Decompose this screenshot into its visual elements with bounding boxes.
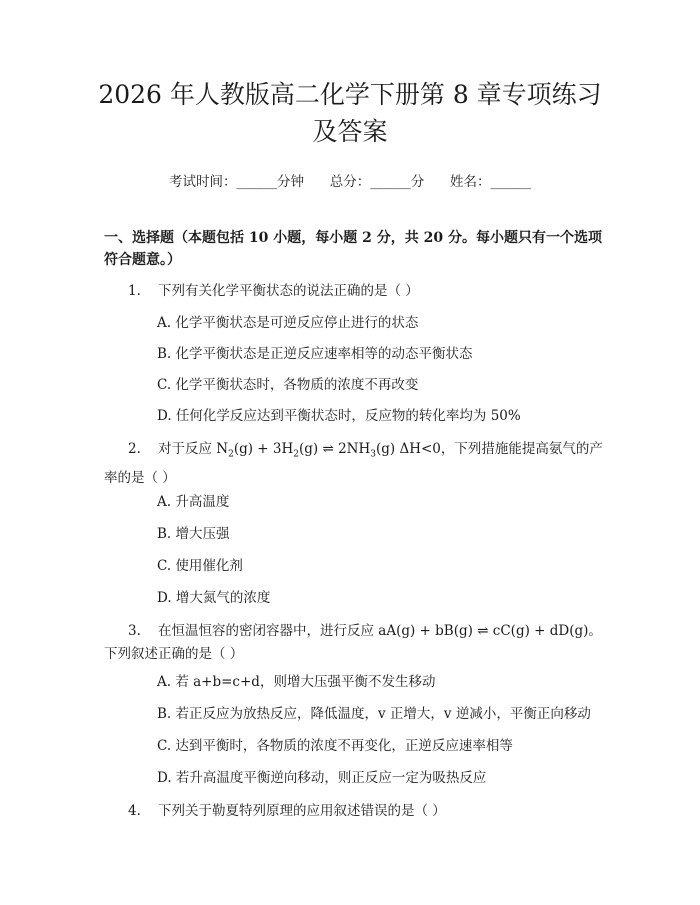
question-2 — [104, 438, 604, 490]
question-1 — [104, 280, 604, 303]
question-stem: 下列有关化学平衡状态的说法正确的是（ ） — [158, 283, 419, 299]
question-number: 1. — [128, 283, 141, 299]
option-2a: A. 升高温度 — [157, 494, 230, 510]
option-1a: A. 化学平衡状态是可逆反应停止进行的状态 — [157, 315, 419, 331]
option-3a: A. 若 a+b=c+d，则增大压强平衡不发生移动 — [157, 674, 436, 690]
question-stem-part: (g) ⇌ 2NH — [299, 441, 371, 457]
question-stem-part: (g) + 3H — [233, 441, 294, 457]
option-2d: D. 增大氮气的浓度 — [157, 590, 271, 606]
option-3c: C. 达到平衡时，各物质的浓度不再变化，正逆反应速率相等 — [157, 738, 513, 754]
section-heading: 一、选择题（本题包括 10 小题，每小题 2 分，共 20 分。每小题只有一个选项符合题意。） — [104, 230, 602, 268]
score-blank: ______ — [370, 174, 411, 190]
title-line-1: 2026 年人教版高二化学下册第 8 章专项练习 — [98, 80, 602, 109]
question-stem: 下列关于勒夏特列原理的应用叙述错误的是（ ） — [158, 803, 446, 819]
option-1c: C. 化学平衡状态时，各物质的浓度不再改变 — [157, 377, 419, 393]
time-blank: ______ — [236, 174, 277, 190]
score-label: 总分： — [329, 174, 371, 190]
question-stem-part: 对于反应 N — [158, 441, 229, 457]
question-stem: 在恒温恒容的密闭容器中，进行反应 aA(g) + bB(g) ⇌ cC(g) + dD(g)。下列叙述正确的是（ ） — [104, 623, 602, 662]
option-1d: D. 任何化学反应达到平衡状态时，反应物的转化率均为 50% — [157, 408, 521, 424]
option-3b: B. 若正反应为放热反应，降低温度，v 正增大，v 逆减小，平衡正向移动 — [157, 706, 591, 722]
question-4 — [104, 800, 604, 823]
question-number: 4. — [128, 803, 141, 819]
subscript: 2 — [228, 449, 234, 460]
option-1b: B. 化学平衡状态是正逆反应速率相等的动态平衡状态 — [157, 346, 473, 362]
option-2b: B. 增大压强 — [157, 526, 230, 542]
exam-meta — [0, 170, 700, 190]
name-blank: ______ — [490, 174, 531, 190]
question-number: 3. — [128, 623, 141, 639]
option-2c: C. 使用催化剂 — [157, 558, 243, 574]
title-line-2: 及答案 — [312, 117, 388, 146]
option-3d: D. 若升高温度平衡逆向移动，则正反应一定为吸热反应 — [157, 770, 487, 786]
question-3 — [104, 620, 604, 666]
page-title — [60, 76, 640, 150]
name-label: 姓名： — [450, 174, 491, 190]
time-unit: 分钟 — [277, 174, 304, 190]
score-unit: 分 — [410, 174, 425, 190]
subscript: 2 — [293, 449, 300, 460]
question-number: 2. — [128, 441, 141, 457]
time-label: 考试时间： — [169, 174, 237, 190]
question-stem-part: (g) ΔH<0，下列措施能提高氨气的产率的是（ ） — [104, 441, 603, 486]
subscript: 3 — [370, 449, 376, 460]
